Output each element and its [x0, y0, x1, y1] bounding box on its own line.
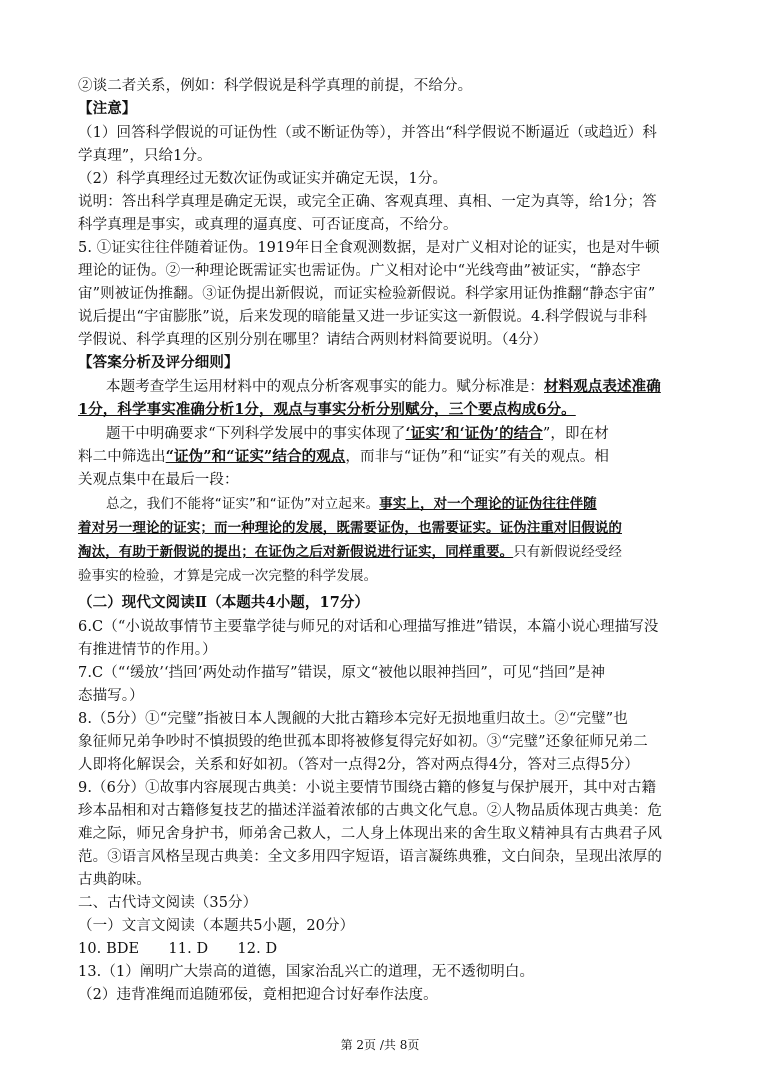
section-heading-note: 【注意】 — [78, 100, 137, 117]
section-heading-reading2: （二）现代文阅读Ⅱ（本题共4小题，17分） — [78, 594, 370, 611]
page-footer: 第 2页 /共 8页 — [340, 1038, 420, 1052]
text-line: 象征师兄弟争吵时不慎损毁的绝世孤本即将被修复得完好如初。③“完璧”还象征师兄弟二 — [78, 734, 648, 750]
text-line: 关观点集中在最后一段： — [78, 472, 239, 488]
analysis-paragraph-line — [106, 424, 609, 444]
text-line: 科学真理是事实，或真理的逼真度、可否证度高，不给分。 — [78, 217, 458, 233]
underlined-quote: 事实上，对一个理论的证伪往往伴随 — [379, 496, 597, 512]
quote-text: 验事实的检验，才算是完成一次完整的科学发展。 — [78, 568, 378, 584]
text-line: 古典韵味。 — [78, 872, 151, 888]
text-line: 有推进情节的作用。） — [78, 642, 217, 658]
underlined-key-phrase: 材料观点表述准确 — [544, 378, 661, 395]
text-line: 难之际，师兄舍身护书，师弟舍己救人，二人身上体现出来的舍生取义精神具有古典君子风 — [78, 826, 662, 842]
text-line: （2）违背准绳而追随邪佞，竟相把迎合讨好奉作法度。 — [78, 987, 438, 1003]
answer-line: 10. BDE 11. D 12. D — [78, 941, 278, 957]
text-line: 13.（1）阐明广大崇高的道德，国家治乱兴亡的道理，无不透彻明白。 — [78, 964, 535, 980]
quoted-passage-line — [106, 494, 597, 514]
text-line: ②谈二者关系，例如：科学假说是科学真理的前提，不给分。 — [78, 78, 473, 94]
section-heading-analysis: 【答案分析及评分细则】 — [78, 354, 239, 371]
text-line: 学假说、科学真理的区别分别在哪里？请结合两则材料简要说明。（4分） — [78, 332, 548, 348]
underlined-key-phrase: ‘证实’和‘证伪’的结合 — [405, 425, 543, 442]
text-line: 态描写。） — [78, 688, 144, 704]
text-line: 9.（6分）①故事内容展现古典美：小说主要情节围绕古籍的修复与保护展开，其中对古籍 — [78, 780, 657, 796]
underlined-quote: 淘汰，有助于新假说的提出；在证伪之后对新假说进行证实，同样重要。 — [78, 544, 514, 560]
quote-text: 只有新假说经受经 — [513, 544, 623, 560]
text-line: （1）回答科学假说的可证伪性（或不断证伪等），并答出“科学假说不断逼近（或趋近）科 — [78, 125, 657, 141]
analysis-text: ”，即在材 — [542, 426, 609, 442]
quote-text: 总之，我们不能将“证实”和“证伪”对立起来。 — [106, 496, 380, 512]
text-line: 说后提出“宇宙膨胀”说，后来发现的暗能量又进一步证实这一新假说。4.科学假说与非科 — [78, 309, 648, 325]
text-line: （一）文言文阅读（本题共5小题，20分） — [78, 918, 355, 934]
analysis-paragraph-line — [78, 447, 609, 467]
quoted-passage-line — [78, 542, 622, 562]
text-line: 人即将化解误会，关系和好如初。（答对一点得2分，答对两点得4分，答对三点得5分） — [78, 757, 639, 773]
underlined-key-phrase: “证伪”和“证实”结合的观点 — [165, 448, 346, 465]
text-line: 学真理”，只给1分。 — [78, 148, 212, 164]
text-line: （2）科学真理经过无数次证伪或证实并确定无误，1分。 — [78, 171, 448, 187]
analysis-paragraph-line — [106, 377, 661, 397]
analysis-text: 料二中筛选出 — [78, 449, 166, 465]
analysis-text: ，而非与“证伪”和“证实”有关的观点。相 — [345, 449, 610, 465]
text-line: 理论的证伪。②一种理论既需证实也需证伪。广义相对论中“光线弯曲”被证实，“静态宇 — [78, 263, 641, 279]
underlined-quote: 着对另一理论的证实；而一种理论的发展，既需要证伪，也需要证实。证伪注重对旧假说的 — [78, 520, 622, 536]
text-line: 珍本品相和对古籍修复技艺的描述洋溢着浓郁的古典文化气息。②人物品质体现古典美：危 — [78, 803, 662, 819]
section-heading-classical: 二、古代诗文阅读（35分） — [78, 895, 258, 911]
text-line: 5. ①证实往往伴随着证伪。1919年日全食观测数据，是对广义相对论的证实，也是对牛顿 — [78, 240, 660, 256]
analysis-text: 本题考查学生运用材料中的观点分析客观事实的能力。赋分标准是： — [106, 379, 544, 395]
text-line: 宙”则被证伪推翻。③证伪提出新假说，而证实检验新假说。科学家用证伪推翻“静态宇宙” — [78, 286, 656, 302]
underlined-key-phrase: 1分，科学事实准确分析1分，观点与事实分析分别赋分，三个要点构成6分。 — [78, 401, 576, 418]
text-line: 范。③语言风格呈现古典美：全文多用四字短语，语言凝练典雅，文白间杂，呈现出浓厚的 — [78, 849, 662, 865]
text-line: 8.（5分）①“完璧”指被日本人觊觎的大批古籍珍本完好无损地重归故土。②“完璧”也 — [78, 711, 628, 727]
text-line: 7.C（“‘缓放’‘挡回’两处动作描写”错误，原文“被他以眼神挡回”，可见“挡回”是神 — [78, 665, 606, 681]
text-line: 6.C（“小说故事情节主要靠学徒与师兄的对话和心理描写推进”错误，本篇小说心理描写没 — [78, 619, 659, 635]
text-line: 说明：答出科学真理是确定无误，或完全正确、客观真理、真相、一定为真等，给1分；答 — [78, 194, 657, 210]
analysis-text: 题干中明确要求“下列科学发展中的事实体现了 — [106, 426, 406, 442]
